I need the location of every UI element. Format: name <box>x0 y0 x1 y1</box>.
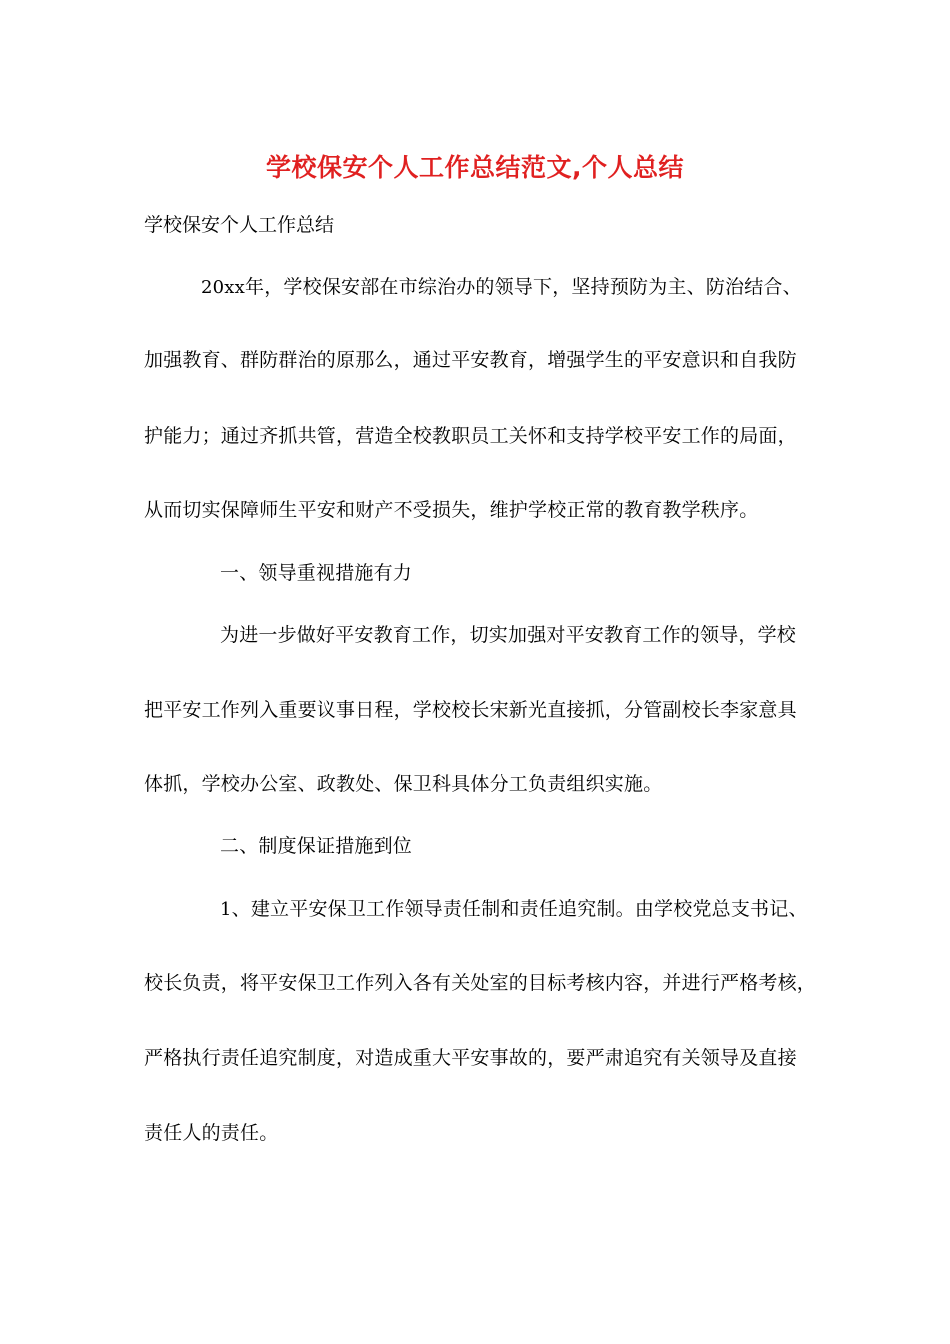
paragraph-3-line-1-text: 、建立平安保卫工作领导责任制和责任追究制。由学校党总支书记、 <box>231 898 808 920</box>
section-heading-2: 二、制度保证措施到位 <box>220 835 413 857</box>
paragraph-2-line-1: 为进一步做好平安教育工作，切实加强对平安教育工作的领导，学校 <box>220 624 797 646</box>
document-title: 学校保安个人工作总结范文,个人总结 <box>266 153 684 182</box>
item-number: 1 <box>220 899 232 920</box>
paragraph-1-line-2: 加强教育、群防群治的原那么，通过平安教育，增强学生的平安意识和自我防 <box>144 349 797 371</box>
paragraph-2-line-2: 把平安工作列入重要议事日程，学校校长宋新光直接抓，分管副校长李家意具 <box>144 699 797 721</box>
paragraph-2-line-3: 体抓，学校办公室、政教处、保卫科具体分工负责组织实施。 <box>144 773 663 795</box>
paragraph-1-line-1 <box>201 272 802 303</box>
document-subtitle: 学校保安个人工作总结 <box>144 214 335 236</box>
paragraph-3-line-4: 责任人的责任。 <box>144 1122 279 1144</box>
paragraph-3-line-2: 校长负责，将平安保卫工作列入各有关处室的目标考核内容，并进行严格考核， <box>144 972 817 994</box>
paragraph-3-line-3: 严格执行责任追究制度，对造成重大平安事故的，要严肃追究有关领导及直接 <box>144 1047 797 1069</box>
paragraph-1-line-3: 护能力；通过齐抓共管，营造全校教职员工关怀和支持学校平安工作的局面， <box>144 425 797 447</box>
paragraph-1-line-4: 从而切实保障师生平安和财产不受损失，维护学校正常的教育教学秩序。 <box>144 499 759 521</box>
paragraph-3-line-1 <box>220 894 808 925</box>
section-heading-1: 一、领导重视措施有力 <box>220 562 413 584</box>
year-prefix: 20xx <box>201 277 246 298</box>
paragraph-1-line-1-text: 年，学校保安部在市综治办的领导下，坚持预防为主、防治结合、 <box>245 276 802 298</box>
